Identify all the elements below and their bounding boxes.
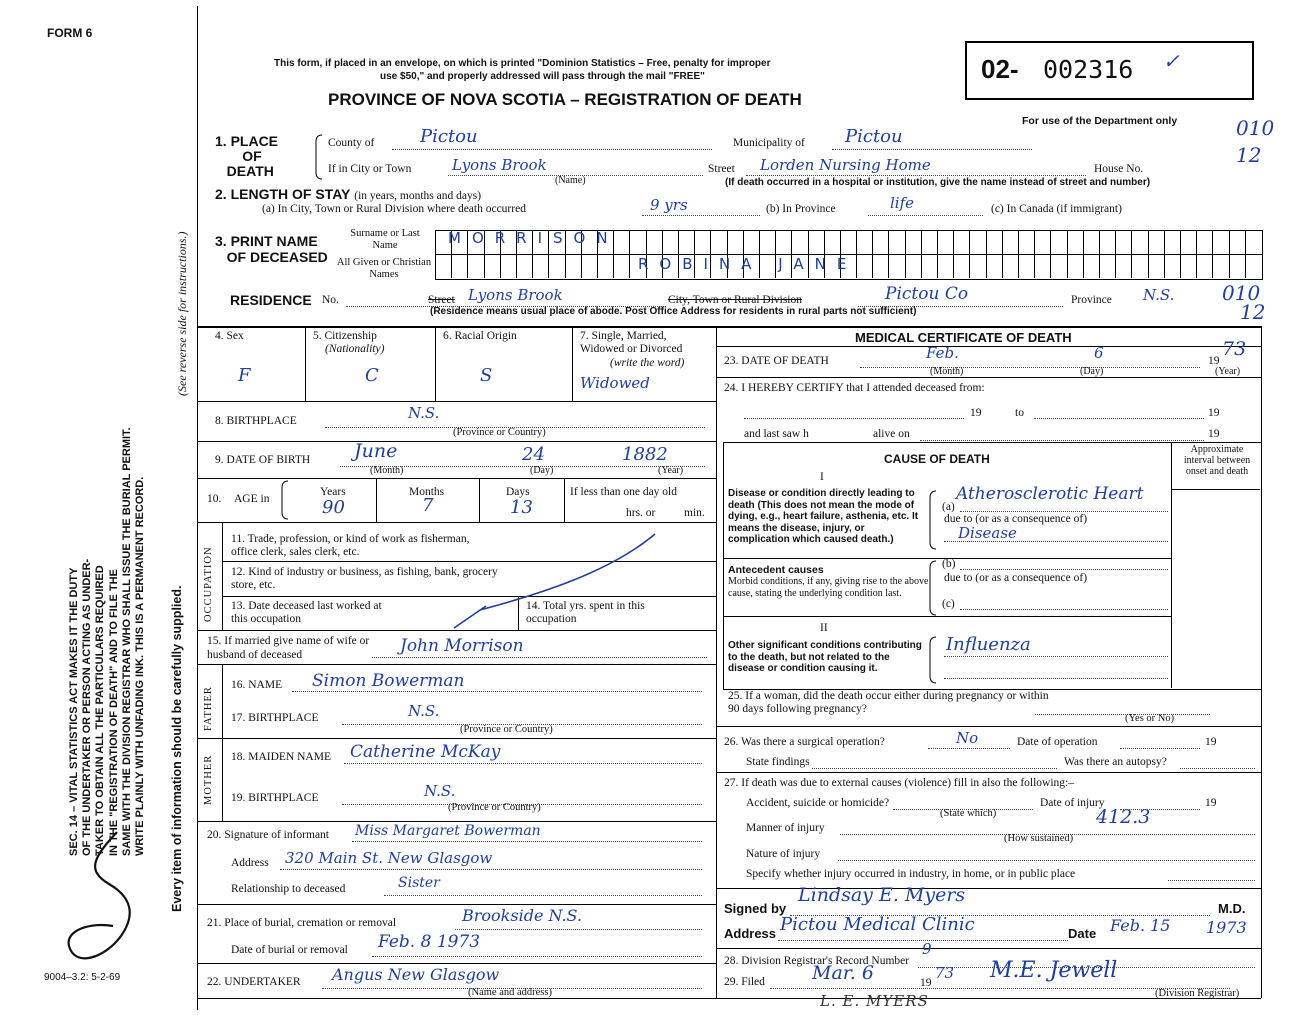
name-grid-divider xyxy=(727,230,728,254)
dob-day: 24 xyxy=(522,444,545,465)
name-grid-divider xyxy=(1002,254,1003,278)
name-grid-divider xyxy=(451,254,452,278)
spouse-value: John Morrison xyxy=(400,636,524,656)
registration-number-box: 02- 002316 ✓ xyxy=(965,41,1254,100)
cause-a: Atherosclerotic Heart xyxy=(956,484,1144,504)
code-1: 010 xyxy=(1236,116,1275,140)
name-grid-divider xyxy=(646,230,647,254)
name-grid-divider xyxy=(500,254,501,278)
age-days: 13 xyxy=(510,497,533,518)
name-grid-divider xyxy=(856,230,857,254)
name-grid-divider xyxy=(1083,254,1084,278)
name-grid-divider xyxy=(1099,254,1100,278)
residence-street-value: Lyons Brook xyxy=(468,286,563,304)
name-grid-divider xyxy=(1002,230,1003,254)
stay-province-value: life xyxy=(890,194,915,212)
mother-maiden-value: Catherine McKay xyxy=(350,742,501,762)
street-value: Lorden Nursing Home xyxy=(760,156,931,174)
sex-value: F xyxy=(238,365,251,386)
name-grid-divider xyxy=(986,230,987,254)
reverse-instructions: (See reverse side for instructions.) xyxy=(175,231,189,396)
death-day: 6 xyxy=(1094,344,1104,362)
name-grid-divider xyxy=(840,230,841,254)
name-grid-divider xyxy=(662,230,663,254)
name-grid-divider xyxy=(1018,254,1019,278)
name-grid-divider xyxy=(937,254,938,278)
name-grid-divider xyxy=(808,230,809,254)
name-grid-divider xyxy=(791,230,792,254)
form-code: 9004–3.2: 5-2-69 xyxy=(44,972,121,983)
record-number: 9 xyxy=(922,940,932,958)
city-value: Lyons Brook xyxy=(452,156,547,174)
name-grid-divider xyxy=(1180,230,1181,254)
municipality-value: Pictou xyxy=(845,126,903,147)
name-grid-divider xyxy=(921,230,922,254)
burial-place: Brookside N.S. xyxy=(462,906,583,925)
name-grid-divider xyxy=(484,254,485,278)
surname-value: MORRISON xyxy=(448,229,619,247)
name-grid-divider xyxy=(1180,254,1181,278)
name-grid-divider xyxy=(1050,254,1051,278)
certificate-date: Feb. 15 xyxy=(1110,916,1171,935)
name-grid-divider xyxy=(1131,254,1132,278)
name-grid-divider xyxy=(1245,254,1246,278)
code-2: 12 xyxy=(1236,143,1262,167)
certificate-year: 1973 xyxy=(1206,918,1247,937)
dob-year: 1882 xyxy=(622,444,668,465)
informant-address: 320 Main St. New Glasgow xyxy=(285,849,493,867)
name-grid-divider xyxy=(1164,254,1165,278)
name-grid-divider xyxy=(872,254,873,278)
name-grid-divider xyxy=(597,254,598,278)
name-grid-divider xyxy=(532,254,533,278)
name-grid-divider xyxy=(710,230,711,254)
reg-number: 002316 xyxy=(1043,55,1134,84)
name-grid-divider xyxy=(1050,230,1051,254)
margin-signature xyxy=(55,826,145,976)
name-grid-divider xyxy=(1212,254,1213,278)
name-grid-divider xyxy=(888,254,889,278)
surgical-operation-value: No xyxy=(956,729,979,747)
form-title: PROVINCE OF NOVA SCOTIA – REGISTRATION OF DEATH xyxy=(328,90,802,109)
name-grid-divider xyxy=(1164,230,1165,254)
supply-notice: Every item of information should be carefully supplied. xyxy=(170,585,184,912)
classification-code: 412.3 xyxy=(1096,806,1151,828)
name-grid-divider xyxy=(1115,230,1116,254)
cause-a-2: Disease xyxy=(958,524,1017,542)
name-grid-divider xyxy=(1067,230,1068,254)
filed-date: Mar. 6 xyxy=(812,962,874,984)
name-grid-divider xyxy=(1212,230,1213,254)
name-grid-divider xyxy=(1148,230,1149,254)
residence-city-value: Pictou Co xyxy=(885,284,969,304)
stay-city-value: 9 yrs xyxy=(650,196,688,214)
age-months: 7 xyxy=(422,495,434,516)
name-grid-divider xyxy=(1131,230,1132,254)
name-grid-divider xyxy=(613,254,614,278)
name-grid-divider xyxy=(743,230,744,254)
sec14-notice: SEC. 14 – VITAL STATISTICS ACT MAKES IT THE DUTY OF THE UNDERTAKER OR PERSON ACTING AS UNDER- TAKER TO OBTAIN ALL THE PARTICULARS REQUIRED IN THE "REGISTRATION OF DEATH" AND TO FILE THE SAME WITH THE DIVISION REGISTRAR WHO SHALL ISSUE THE BURIAL PERMIT. WRITE PLAINLY WITH UNFADING INK. THIS IS A PERMANENT RECORD. xyxy=(68,427,147,856)
mail-note-1: This form, if placed in an envelope, on which is printed "Dominion Statistics – Free, penalty for improper xyxy=(274,58,771,69)
name-grid-divider xyxy=(969,230,970,254)
name-grid-divider xyxy=(953,230,954,254)
name-grid-divider xyxy=(872,230,873,254)
name-grid-divider xyxy=(467,254,468,278)
reg-prefix: 02- xyxy=(981,54,1019,84)
marital-value: Widowed xyxy=(580,374,650,392)
name-label: 3. PRINT NAME OF DECEASED xyxy=(215,233,328,265)
name-grid-divider xyxy=(937,230,938,254)
name-grid-divider xyxy=(1196,254,1197,278)
name-grid-divider xyxy=(921,254,922,278)
undertaker-value: Angus New Glasgow xyxy=(332,965,500,984)
name-grid-divider xyxy=(565,254,566,278)
informant-signature: Miss Margaret Bowerman xyxy=(355,823,541,839)
name-grid-divider xyxy=(1034,254,1035,278)
code-4: 12 xyxy=(1240,300,1266,324)
name-grid-divider xyxy=(1034,230,1035,254)
medical-cert-title: MEDICAL CERTIFICATE OF DEATH xyxy=(855,330,1072,345)
name-grid-divider xyxy=(905,230,906,254)
father-name-value: Simon Bowerman xyxy=(312,671,465,691)
name-grid-divider xyxy=(1018,230,1019,254)
code-3: 010 xyxy=(1222,281,1261,305)
birthplace-value: N.S. xyxy=(408,404,440,422)
name-grid-divider xyxy=(548,254,549,278)
name-grid-divider xyxy=(953,254,954,278)
given-names-value: ROBINA JANE xyxy=(638,255,858,273)
filed-year: 73 xyxy=(935,964,955,982)
name-grid-divider xyxy=(694,230,695,254)
name-grid-divider xyxy=(629,254,630,278)
name-grid-divider xyxy=(1229,254,1230,278)
residence-province-value: N.S. xyxy=(1143,286,1175,304)
length-of-stay-label: 2. LENGTH OF STAY (in years, months and days) xyxy=(215,186,482,202)
name-grid-divider xyxy=(1067,254,1068,278)
death-month: Feb. xyxy=(926,344,959,362)
county-value: Pictou xyxy=(420,126,478,147)
name-grid-divider xyxy=(1196,230,1197,254)
name-grid-divider xyxy=(905,254,906,278)
name-grid-divider xyxy=(1245,230,1246,254)
place-of-death-label: 1. PLACE OF DEATH xyxy=(215,133,279,179)
name-grid-divider xyxy=(759,230,760,254)
printed-physician-name: L. E. MYERS xyxy=(820,992,929,1010)
mail-note-2: use $50," and properly addressed will pass through the mail "FREE" xyxy=(380,71,705,82)
name-grid-divider xyxy=(1229,230,1230,254)
racial-origin-value: S xyxy=(480,365,493,386)
physician-signature: Lindsay E. Myers xyxy=(798,884,966,906)
name-grid-divider xyxy=(969,254,970,278)
name-grid-divider xyxy=(581,254,582,278)
other-conditions-value: Influenza xyxy=(946,634,1031,655)
name-grid-divider xyxy=(986,254,987,278)
name-grid-divider xyxy=(824,230,825,254)
form-number: FORM 6 xyxy=(47,26,93,40)
father-birthplace-value: N.S. xyxy=(408,702,440,720)
registrar-signature: M.E. Jewell xyxy=(990,958,1118,983)
burial-date: Feb. 8 1973 xyxy=(378,932,481,952)
name-grid-divider xyxy=(678,230,679,254)
death-year: 73 xyxy=(1222,338,1247,360)
physician-address: Pictou Medical Clinic xyxy=(780,914,975,935)
informant-relationship: Sister xyxy=(398,875,440,891)
name-grid-divider xyxy=(1083,230,1084,254)
name-grid-divider xyxy=(888,230,889,254)
mother-birthplace-value: N.S. xyxy=(424,782,456,800)
citizenship-value: C xyxy=(365,365,379,386)
name-grid-divider xyxy=(516,254,517,278)
name-grid-divider xyxy=(1099,230,1100,254)
age-years: 90 xyxy=(322,497,345,518)
name-grid-divider xyxy=(1115,254,1116,278)
name-grid-divider xyxy=(775,230,776,254)
dob-month: June xyxy=(354,440,398,462)
name-grid-divider xyxy=(1148,254,1149,278)
dept-use: For use of the Department only xyxy=(1022,115,1178,127)
name-grid-divider xyxy=(629,230,630,254)
